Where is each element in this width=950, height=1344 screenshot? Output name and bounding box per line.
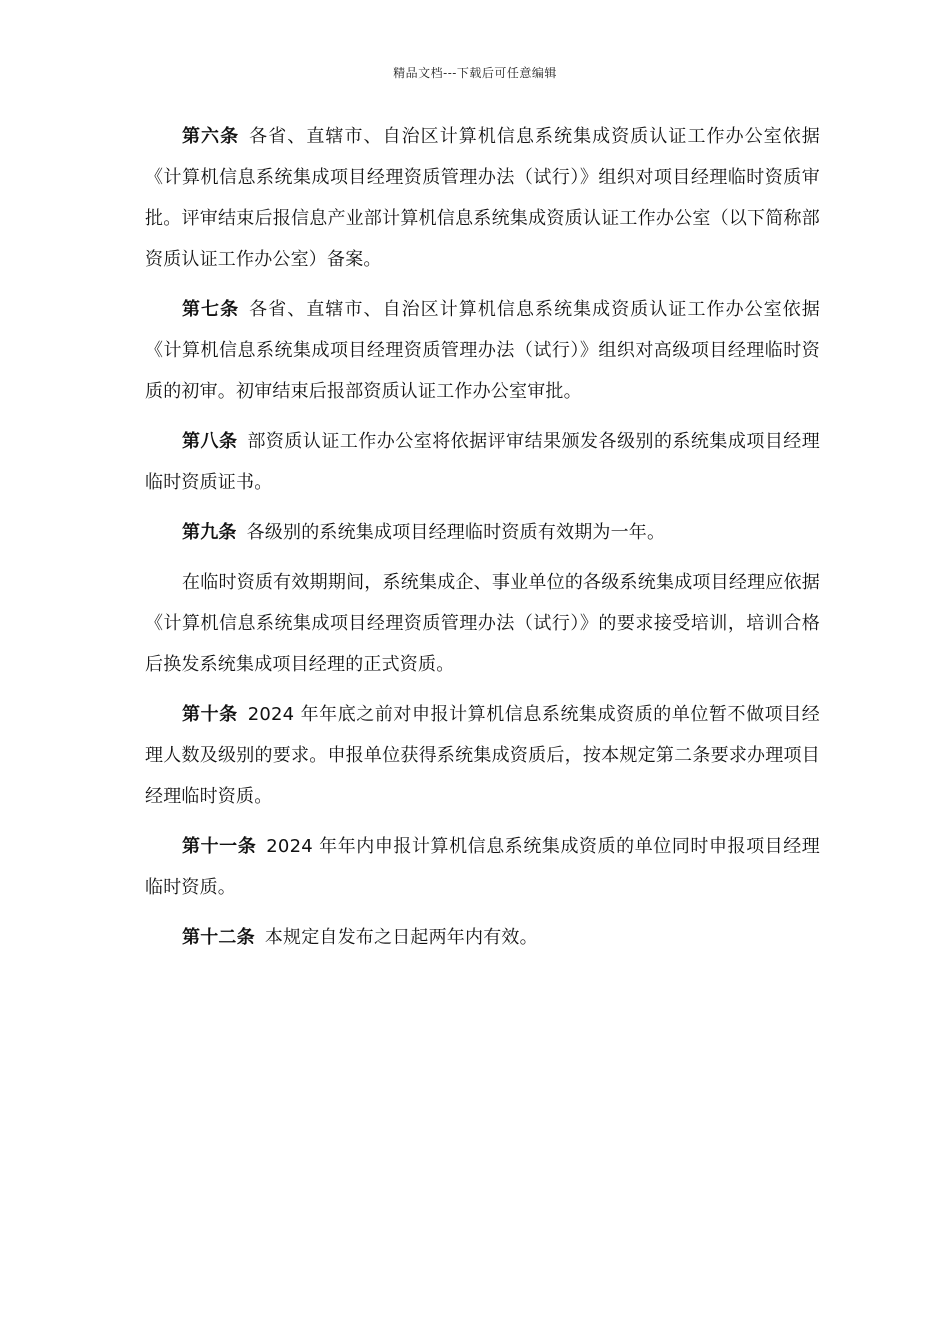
article-title: 第六条	[182, 126, 240, 147]
article-text: 各省、直辖市、自治区计算机信息系统集成资质认证工作办公室依据《计算机信息系统集成项目经理资质管理办法（试行）》组织对项目经理临时资质审批。评审结束后报信息产业部计算机信息系统集成资质认证工作办公室（以下简称部资质认证工作办公室）备案。	[145, 126, 820, 270]
article-text: 部资质认证工作办公室将依据评审结果颁发各级别的系统集成项目经理临时资质证书。	[145, 431, 820, 493]
page-header: 精品文档---下载后可任意编辑	[393, 66, 557, 80]
document-body	[145, 116, 820, 967]
article-title: 第九条	[182, 522, 237, 543]
article-title: 第十二条	[182, 927, 255, 948]
article-title: 第七条	[182, 299, 240, 320]
article-title: 第十条	[182, 704, 238, 725]
article-text: 2024 年年底之前对申报计算机信息系统集成资质的单位暂不做项目经理人数及级别的要求。申报单位获得系统集成资质后，按本规定第二条要求办理项目经理临时资质。	[145, 704, 820, 807]
article-9	[145, 512, 820, 553]
article-7	[145, 289, 820, 412]
article-6	[145, 116, 820, 280]
article-10	[145, 694, 820, 817]
article-text: 本规定自发布之日起两年内有效。	[264, 927, 538, 948]
article-title: 第八条	[182, 431, 238, 452]
article-11	[145, 826, 820, 908]
article-title: 第十一条	[182, 836, 257, 857]
article-text: 各省、直辖市、自治区计算机信息系统集成资质认证工作办公室依据《计算机信息系统集成项目经理资质管理办法（试行）》组织对高级项目经理临时资质的初审。初审结束后报部资质认证工作办公室审批。	[145, 299, 820, 402]
article-text: 2024 年年内申报计算机信息系统集成资质的单位同时申报项目经理临时资质。	[145, 836, 820, 898]
article-text: 各级别的系统集成项目经理临时资质有效期为一年。	[246, 522, 666, 543]
article-8	[145, 421, 820, 503]
article-9-continued	[145, 562, 820, 685]
article-12	[145, 917, 820, 958]
article-text: 在临时资质有效期期间，系统集成企、事业单位的各级系统集成项目经理应依据《计算机信息系统集成项目经理资质管理办法（试行）》的要求接受培训，培训合格后换发系统集成项目经理的正式资质。	[145, 572, 820, 675]
